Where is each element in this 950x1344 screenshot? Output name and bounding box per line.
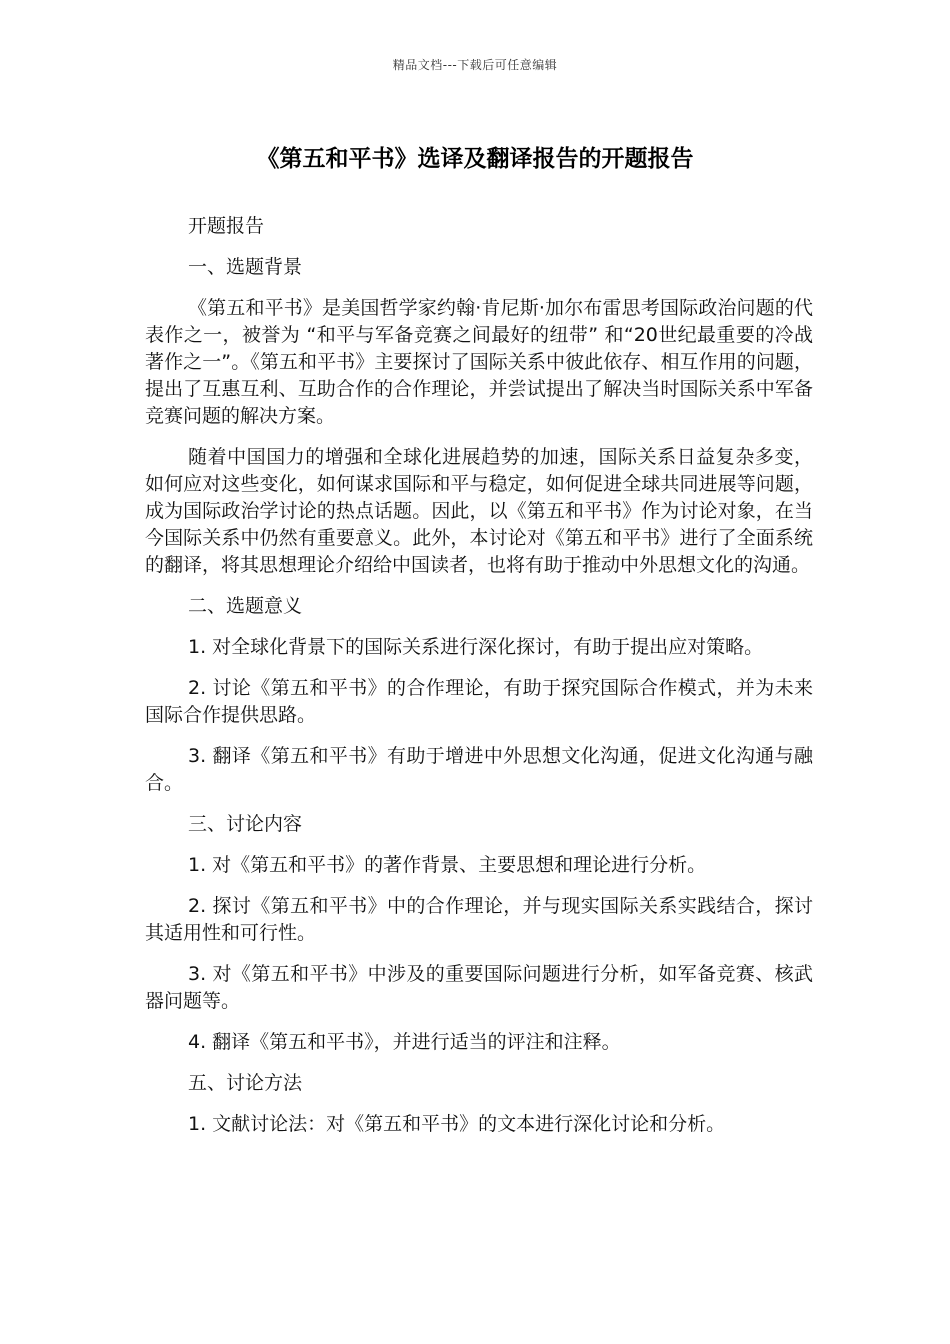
section-heading-significance: 二、选题意义 <box>188 595 303 617</box>
document-body <box>145 213 813 1152</box>
section-heading-method: 五、讨论方法 <box>188 1072 303 1094</box>
list-item-significance-1: 1. 对全球化背景下的国际关系进行深化探讨，有助于提出应对策略。 <box>188 636 764 658</box>
header-note: 精品文档---下载后可任意编辑 <box>392 58 558 72</box>
list-item-significance-2: 2. 讨论《第五和平书》的合作理论，有助于探究国际合作模式，并为未来国际合作提供思路。 <box>145 677 813 726</box>
section-heading-background: 一、选题背景 <box>188 256 303 278</box>
section-heading-content: 三、讨论内容 <box>188 813 303 835</box>
list-item-method-1: 1. 文献讨论法：对《第五和平书》的文本进行深化讨论和分析。 <box>188 1113 726 1135</box>
list-item-content-1: 1. 对《第五和平书》的著作背景、主要思想和理论进行分析。 <box>188 854 707 876</box>
document-title: 《第五和平书》选译及翻译报告的开题报告 <box>256 146 694 172</box>
list-item-content-3: 3. 对《第五和平书》中涉及的重要国际问题进行分析，如军备竞赛、核武器问题等。 <box>145 963 813 1012</box>
paragraph-background-2: 随着中国国力的增强和全球化进展趋势的加速，国际关系日益复杂多变，如何应对这些变化，如何谋求国际和平与稳定，如何促进全球共同进展等问题，成为国际政治学讨论的热点话题。因此，以《第五和平书》作为讨论对象，在当今国际关系中仍然有重要意义。此外，本讨论对《第五和平书》进行了全面系统的翻译，将其思想理论介绍给中国读者，也将有助于推动中外思想文化的沟通。 <box>145 446 813 576</box>
paragraph-background-1: 《第五和平书》是美国哲学家约翰·肯尼斯·加尔布雷思考国际政治问题的代表作之一，被誉为 “和平与军备竞赛之间最好的纽带” 和“20世纪最重要的冷战著作之一”。《第五和平书》主要探讨了国际关系中彼此依存、相互作用的问题，提出了互惠互利、互助合作的合作理论，并尝试提出了解决当时国际关系中军备竞赛问题的解决方案。 <box>145 297 813 427</box>
section-label: 开题报告 <box>188 215 265 237</box>
list-item-content-2: 2. 探讨《第五和平书》中的合作理论，并与现实国际关系实践结合，探讨其适用性和可行性。 <box>145 895 813 944</box>
list-item-content-4: 4. 翻译《第五和平书》，并进行适当的评注和注释。 <box>188 1031 621 1053</box>
list-item-significance-3: 3. 翻译《第五和平书》有助于增进中外思想文化沟通，促进文化沟通与融合。 <box>145 745 813 794</box>
